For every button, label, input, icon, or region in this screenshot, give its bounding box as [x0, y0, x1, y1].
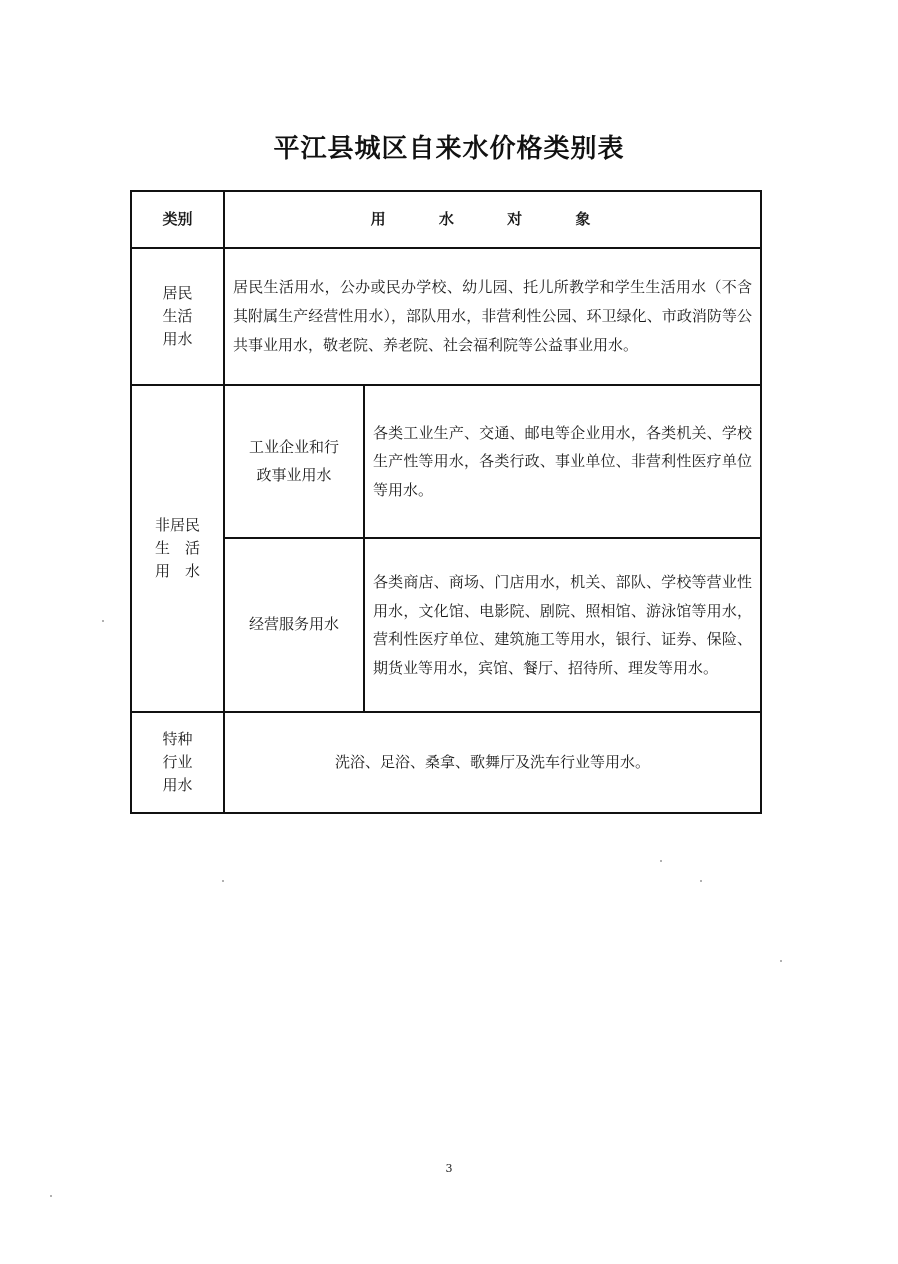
special-industry-water-objects: 洗浴、足浴、桑拿、歌舞厅及洗车行业等用水。	[334, 753, 650, 772]
scan-speck	[222, 880, 224, 882]
header-category: 类别	[162, 210, 193, 229]
scan-speck	[50, 1195, 52, 1197]
water-price-category-table	[130, 190, 762, 814]
residential-label-line: 用水	[162, 330, 193, 349]
non-residential-category-label	[132, 386, 223, 711]
page-number: 3	[445, 1162, 453, 1175]
scan-speck	[780, 960, 782, 962]
non-residential-label-line: 非居民	[154, 515, 200, 534]
residential-category-label	[132, 249, 223, 384]
residential-label-line: 居民	[162, 283, 193, 302]
header-water-object: 用 水 对 象	[370, 210, 615, 229]
commercial-service-subcategory-label	[225, 539, 363, 711]
special-industry-label-line: 特种	[162, 729, 193, 748]
commercial-service-water-objects: 各类商店、商场、门店用水，机关、部队、学校等营业性用水，文化馆、电影院、剧院、照相馆、游泳馆等用水，营利性医疗单位、建筑施工等用水，银行、证券、保险、期货业等用水，宾馆、餐厅、招待所、理发等用水。	[373, 573, 752, 677]
special-industry-category-label	[132, 713, 223, 812]
page-title: 平江县城区自来水价格类别表	[273, 134, 625, 164]
residential-water-objects: 居民生活用水，公办或民办学校、幼儿园、托儿所教学和学生生活用水（不含其附属生产经营性用水），部队用水，非营利性公园、环卫绿化、市政消防等公共事业用水，敬老院、养老院、社会福利院等公益事业用水。	[233, 277, 752, 355]
special-industry-label-line: 行业	[162, 752, 193, 771]
industrial-admin-label-line: 工业企业和行	[248, 437, 339, 456]
industrial-admin-label-line: 政事业用水	[256, 465, 332, 484]
non-residential-label-line: 生 活	[154, 538, 200, 557]
industrial-admin-water-objects: 各类工业生产、交通、邮电等企业用水，各类机关、学校生产性等用水，各类行政、事业单位、非营利性医疗单位等用水。	[373, 423, 752, 499]
scan-speck	[102, 620, 104, 622]
commercial-service-label-line: 经营服务用水	[248, 615, 339, 634]
industrial-admin-subcategory-label	[225, 386, 363, 537]
residential-label-line: 生活	[162, 306, 193, 325]
special-industry-label-line: 用水	[162, 776, 193, 795]
scan-speck	[700, 880, 702, 882]
scan-speck	[660, 860, 662, 862]
non-residential-label-line: 用 水	[154, 562, 200, 581]
